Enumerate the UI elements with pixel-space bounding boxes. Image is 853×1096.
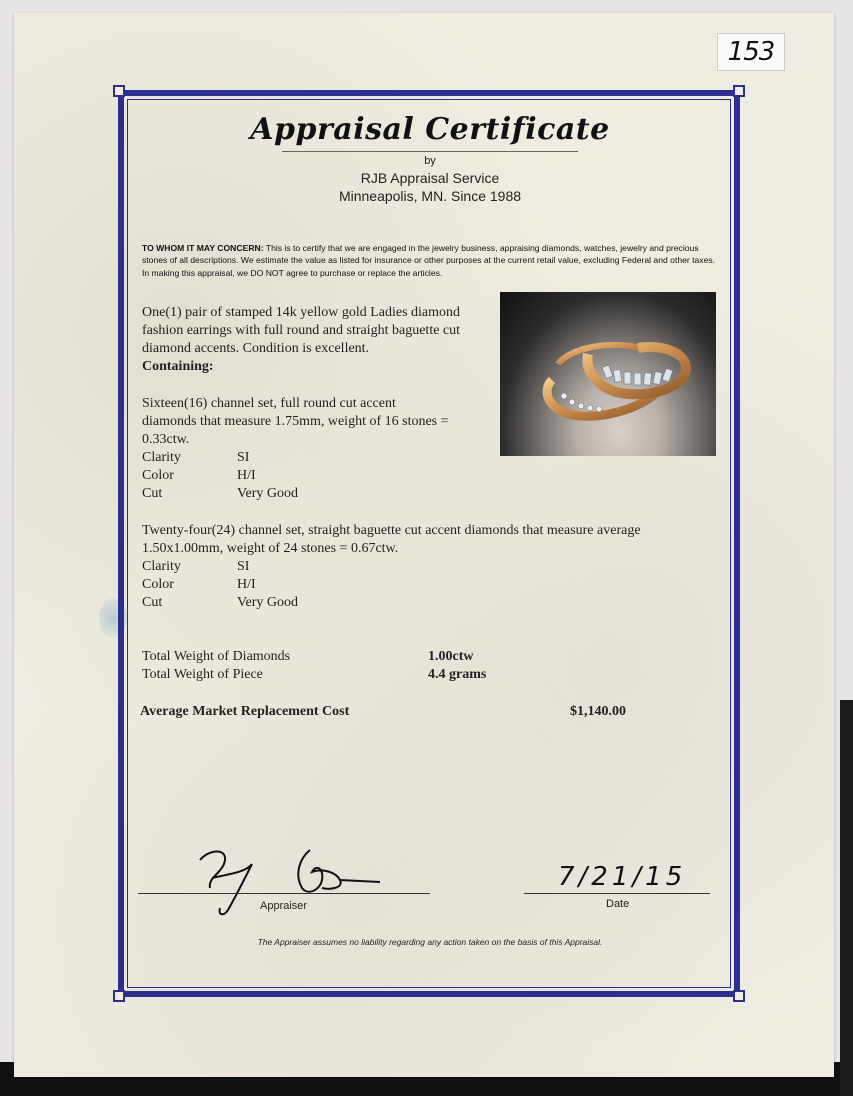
round-diamonds-description: Sixteen(16) channel set, full round cut accent diamonds that measure 1.75mm, weight of 16 stones = 0.33ctw. (142, 396, 449, 447)
company-location: Minneapolis, MN. Since 1988 (338, 188, 522, 204)
spec-value-clarity: SI (237, 450, 250, 465)
total-diamonds-label: Total Weight of Diamonds (142, 649, 291, 664)
spec-label-clarity-2: Clarity (142, 559, 181, 574)
liability-disclaimer: The Appraiser assumes no liability regarding any action taken on the basis of this Appraisal. (257, 937, 603, 947)
item-description: One(1) pair of stamped 14k yellow gold Ladies diamond fashion earrings with full round and straight baguette cut diamond accents. Condition is excellent. (142, 305, 461, 356)
handwritten-lot-number: 153 (717, 33, 785, 71)
spec-label-color-2: Color (142, 577, 174, 592)
total-piece-label: Total Weight of Piece (142, 667, 263, 682)
corner-ornament-tr (733, 85, 745, 97)
spec-label-clarity: Clarity (142, 450, 181, 465)
earrings-photo (500, 292, 716, 456)
handwritten-date: 7/21/15 (558, 862, 687, 892)
spec-value-cut: Very Good (237, 486, 299, 501)
concern-paragraph (142, 242, 716, 279)
appraiser-label: Appraiser (260, 900, 308, 912)
date-label: Date (606, 898, 630, 910)
corner-ornament-tl (113, 85, 125, 97)
earrings-illustration (500, 292, 716, 456)
background-dark-right (840, 700, 853, 1096)
appraiser-signature-line (138, 893, 430, 894)
title-underline (282, 151, 578, 152)
spec-value-color-2: H/I (237, 577, 256, 592)
by-text: by (424, 155, 436, 167)
baguette-diamonds-description: Twenty-four(24) channel set, straight baguette cut accent diamonds that measure average 1.50x1.00mm, weight of 24 stones = 0.67ctw. (142, 523, 641, 556)
concern-lead: TO WHOM IT MAY CONCERN: (142, 243, 264, 253)
replacement-cost-label: Average Market Replacement Cost (140, 704, 350, 719)
spec-label-color: Color (142, 468, 174, 483)
spec-value-clarity-2: SI (237, 559, 250, 574)
replacement-cost-value: $1,140.00 (570, 704, 626, 719)
total-diamonds-value: 1.00ctw (428, 649, 474, 664)
corner-ornament-bl (113, 990, 125, 1002)
spec-value-cut-2: Very Good (237, 595, 299, 610)
concern-text: This is to certify that we are engaged in the jewelry business, appraising diamonds, watches, jewelry and precious stones of all descriptions. We estimate the value as listed for insurance or other purposes at the current retail value, excluding Federal and other taxes. In making this appraisal, we DO NOT agree to purchase or replace the articles. (142, 243, 716, 278)
spec-label-cut: Cut (142, 486, 163, 501)
spec-value-color: H/I (237, 468, 256, 483)
date-signature-line (524, 893, 710, 894)
spec-label-cut-2: Cut (142, 595, 163, 610)
certificate-title: Appraisal Certificate (250, 112, 610, 147)
corner-ornament-br (733, 990, 745, 1002)
containing-label: Containing: (142, 359, 214, 374)
total-piece-value: 4.4 grams (428, 667, 487, 682)
company-name: RJB Appraisal Service (360, 170, 500, 186)
